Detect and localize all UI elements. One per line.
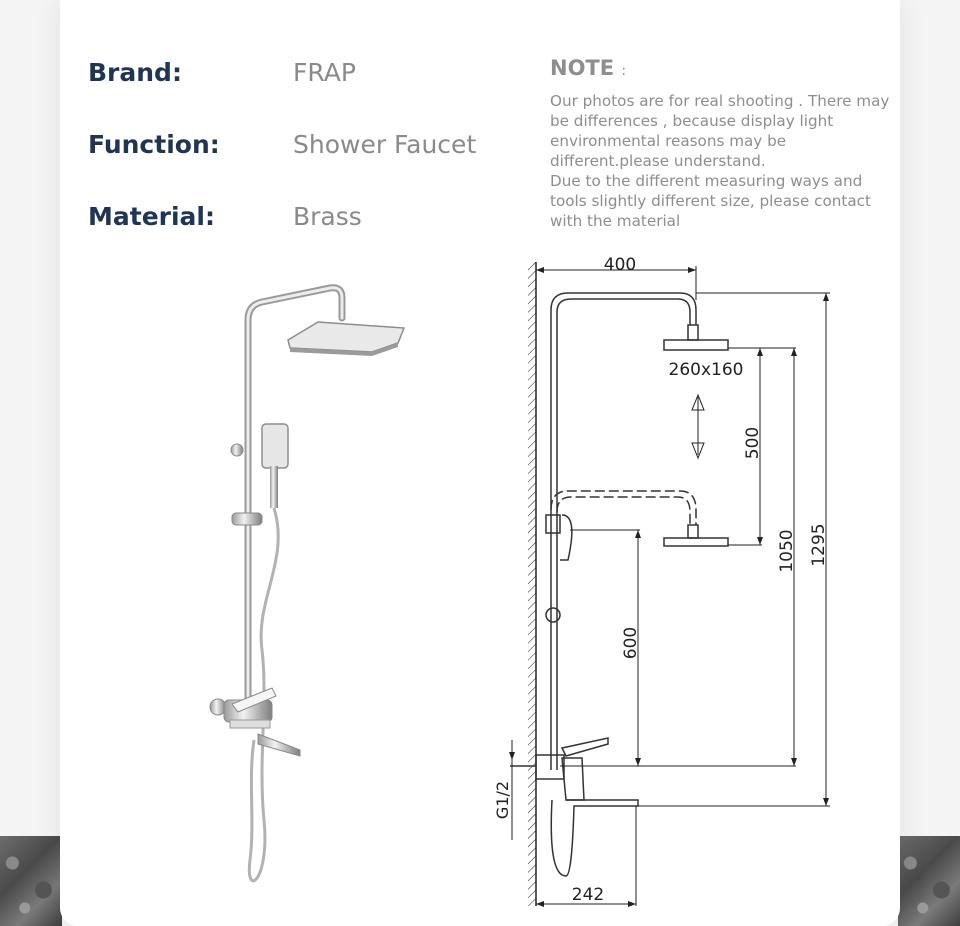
- mixer-body: [562, 758, 584, 800]
- dim-242: 242: [571, 885, 605, 905]
- note-paragraph-2: Due to the different measuring ways and tools slightly different size, please contact with the material: [550, 172, 871, 230]
- stone-texture-right: [898, 836, 960, 926]
- function-label: Function:: [88, 130, 220, 159]
- note-title-text: NOTE: [550, 56, 615, 80]
- shower-head-top: [664, 340, 728, 350]
- brand-value: FRAP: [293, 58, 356, 87]
- tub-spout: [258, 734, 300, 756]
- material-label: Material:: [88, 202, 215, 231]
- dim-260x160: 260x160: [668, 360, 744, 380]
- note-paragraph-1: Our photos are for real shooting . There may be differences , because display light environmental reasons may be different.please understand.: [550, 92, 890, 170]
- dim-1295: 1295: [809, 523, 829, 567]
- shower-head-lower: [664, 538, 728, 546]
- shower-product-photo: [200, 280, 420, 905]
- dim-1050: 1050: [777, 529, 797, 573]
- shower-arm-lower: [551, 491, 696, 525]
- dim-500: 500: [743, 426, 763, 460]
- brand-label: Brand:: [88, 58, 182, 87]
- function-value: Shower Faucet: [293, 130, 477, 159]
- note-colon: :: [621, 63, 627, 79]
- hand-shower-head: [262, 424, 288, 468]
- dim-g12: G1/2: [493, 780, 512, 820]
- technical-dimension-drawing: [490, 255, 840, 910]
- stone-texture-left: [0, 836, 62, 926]
- dim-600: 600: [621, 626, 641, 660]
- dim-400: 400: [603, 255, 637, 275]
- hand-shower-side: [560, 515, 572, 560]
- note-text: [550, 91, 890, 231]
- wall-hatching: [528, 262, 536, 906]
- material-value: Brass: [293, 202, 362, 231]
- note-title: [550, 56, 626, 80]
